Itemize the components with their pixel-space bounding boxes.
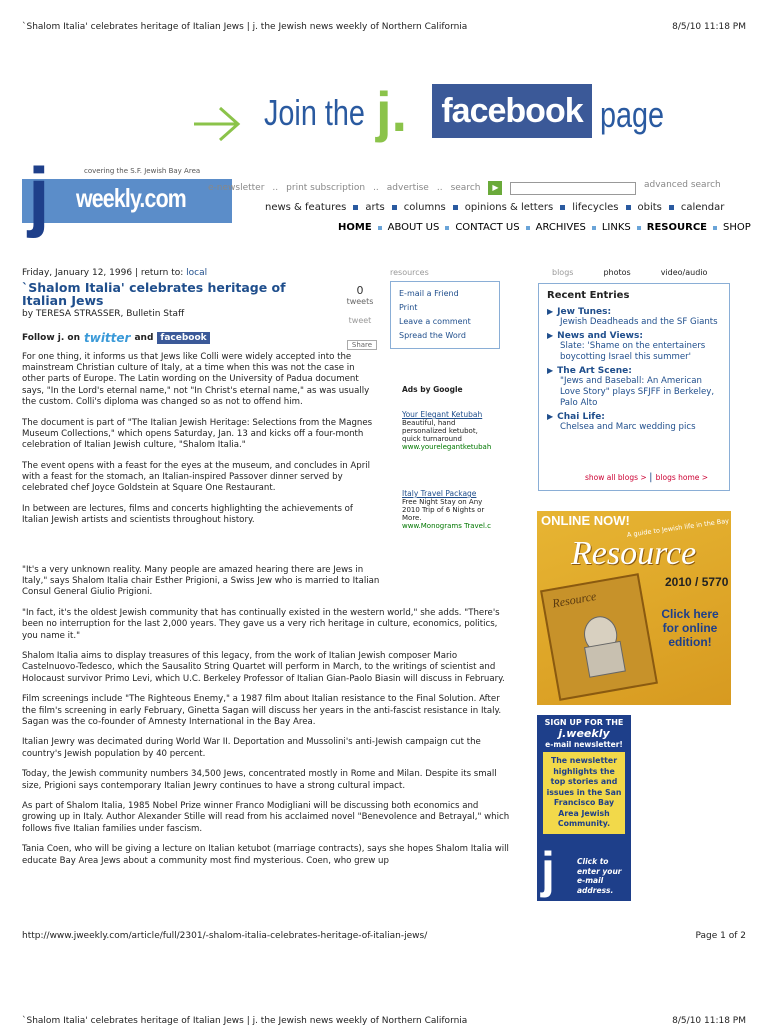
entry-desc[interactable]: Slate: 'Shame on the entertainers boycotting Israel this summer'	[560, 341, 706, 362]
entry-desc[interactable]: Chelsea and Marc wedding pics	[560, 422, 696, 432]
ad-title[interactable]: Your Elegant Ketubah	[402, 410, 483, 419]
util-search-label: search	[450, 183, 481, 193]
tweets-label: tweets	[346, 297, 374, 306]
resources-box	[390, 281, 500, 349]
print-link[interactable]: Print	[399, 303, 418, 312]
subnav-archives[interactable]: ARCHIVES	[535, 222, 586, 233]
article-paragraph: For one thing, it informs us that Jews like Colli were widely accepted into the mainstream Christian culture of Italy, at a time when this was not the case in other parts of Europe. The Latin wording on the University of Padua document says, "In the Lord's eternal name," not "In Christ's eternal name," as was usually the custom. Colli's diploma was changed so as not to offend him.	[22, 352, 370, 407]
tweet-button[interactable]: tweet	[348, 316, 372, 325]
follow-and: and	[134, 333, 154, 343]
main-nav	[265, 202, 724, 213]
entry-desc[interactable]: "Jews and Baseball: An American Love Story" plays SFJFF in Berkeley, Palo Alto	[560, 376, 715, 408]
article-paragraph: Today, the Jewish community numbers 34,500 Jews, concentrated mostly in Rome and Milan. Despite its small size, Prigioni says contemporary Italian Jewry continues to have a strong cultural impact.	[22, 769, 497, 791]
utility-nav: e-newsletter .. print subscription .. advertise .. search ▶	[208, 181, 636, 195]
twitter-logo[interactable]: twitter	[84, 331, 131, 345]
article-paragraph: "It's a very unknown reality. Many people are amazed hearing there are Jews in Italy," says Shalom Italia chair Esther Prigioni, a Swiss Jew who is married to Italian Consul General Giulio Prigioni.	[22, 565, 380, 598]
arrow-icon	[190, 82, 670, 154]
article-paragraph: "In fact, it's the oldest Jewish community that has continually existed in the western world," she adds. "There's been no interruption for the last 2,000 years. They gave us a very rich heritage in culture, economics, politics, you name it."	[22, 608, 500, 641]
tab-video-audio[interactable]: video/audio	[660, 268, 708, 277]
recent-entry[interactable]	[547, 412, 721, 433]
nav-opinions-letters[interactable]: opinions & letters	[464, 202, 554, 213]
ad-desc: Beautiful, hand personalized ketubot, quick turnaround	[402, 419, 478, 443]
follow-label: Follow j. on	[22, 333, 80, 343]
blog-links: show all blogs > | blogs home >	[585, 472, 709, 483]
newsletter-j-logo: j	[541, 842, 555, 898]
search-input[interactable]	[510, 182, 636, 195]
banner-j-logo: j.	[376, 80, 408, 143]
print-title: `Shalom Italia' celebrates heritage of Italian Jews | j. the Jewish news weekly of Northern California	[22, 22, 468, 32]
sub-nav	[338, 222, 751, 233]
nav-calendar[interactable]: calendar	[680, 202, 725, 213]
return-to-link[interactable]: local	[186, 268, 208, 278]
recent-entry[interactable]	[547, 366, 721, 409]
recent-entries-heading: Recent Entries	[547, 290, 630, 301]
guide-text: A guide to Jewish life in the Bay Area	[626, 514, 747, 539]
resources-panel	[390, 268, 500, 349]
spread-word-link[interactable]: Spread the Word	[399, 331, 466, 340]
article-paragraph: As part of Shalom Italia, 1985 Nobel Prize winner Franco Modigliani will be discussing both economics and growing up in Italy. Author Alexander Stille will read from his acclaimed novel "Benevolence and Betrayal," which follows five Italian families under fascism.	[22, 801, 510, 834]
logo-j: j	[28, 151, 50, 239]
article-date: Friday, January 12, 1996	[22, 268, 133, 278]
resource-year: 2010 / 5770	[665, 575, 729, 589]
email-friend-link[interactable]: E-mail a Friend	[399, 289, 459, 298]
print-timestamp: 8/5/10 11:18 PM	[672, 22, 746, 32]
return-to-label: return to:	[140, 268, 184, 278]
page-number: Page 1 of 2	[695, 931, 746, 941]
subnav-shop[interactable]: SHOP	[723, 222, 751, 233]
print-header	[22, 22, 746, 32]
subnav-links[interactable]: LINKS	[601, 222, 631, 233]
resources-heading: resources	[390, 268, 429, 277]
nav-news-features[interactable]: news & features	[265, 202, 347, 213]
jweekly-text: j.weekly	[558, 727, 610, 740]
cover-title: Resource	[551, 588, 598, 611]
blogs-home-link[interactable]: blogs home >	[655, 473, 709, 482]
nav-arts[interactable]: arts	[365, 202, 385, 213]
article-headline: `Shalom Italia' celebrates heritage of Italian Jews	[22, 280, 286, 308]
media-tabs	[552, 268, 707, 277]
signup-text: SIGN UP FOR THE	[544, 718, 624, 727]
building-icon	[574, 611, 632, 682]
article-paragraph: The event opens with a feast for the eyes at the museum, and concludes in April with a feast for the stomach, an Italian-inspired Passover dinner served by celebrated chef Joyce Goldstein at Square One Restaurant.	[22, 460, 371, 494]
newsletter-body: The newsletter highlights the top stories and issues in the San Francisco Bay Area Jewish Community.	[543, 752, 625, 834]
article-paragraph: Shalom Italia aims to display treasures of this legacy, from the work of Italian Jewish composer Mario Castelnuovo-Tedesco, which the Sausalito String Quartet will perform in March, to the writings of scientist and Holocaust survivor Primo Levi, which U.C. Berkeley Professor of Italian Gian-Paolo Biasin will discuss in February.	[22, 651, 505, 684]
advanced-search-link[interactable]: advanced search	[644, 180, 721, 190]
entry-title[interactable]: ▶ The Art Scene:	[547, 366, 721, 376]
entry-desc[interactable]: Jewish Deadheads and the SF Giants	[560, 317, 718, 327]
banner-page-text: page	[600, 94, 665, 135]
enewsletter-text: e-mail newsletter!	[545, 740, 623, 749]
article-paragraph: Tania Coen, who will be giving a lecture on Italian ketubot (marriage contracts), says she hopes Shalom Italia will educate Bay Area Jews about a community most find mysterious. Coen, who grew up	[22, 844, 509, 866]
article-paragraph: In between are lectures, films and concerts highlighting the achievements of Italian Jewish artists and scientists throughout history.	[22, 503, 353, 525]
google-ads	[402, 385, 494, 530]
ads-by-google-label: Ads by Google	[402, 385, 463, 394]
ad-item[interactable]	[402, 489, 494, 530]
page-url: http://www.jweekly.com/article/full/2301/-shalom-italia-celebrates-heritage-of-italian-jews/	[22, 931, 428, 941]
subnav-contact-us[interactable]: CONTACT US	[455, 222, 520, 233]
article-paragraph: Italian Jewry was decimated during World War II. Deportation and Mussolini's anti-Jewish campaign cut the country's Jewish population by 40 percent.	[22, 737, 481, 759]
tweet-widget[interactable]	[343, 284, 377, 325]
resource-title: Resource	[571, 535, 697, 572]
leave-comment-link[interactable]: Leave a comment	[399, 317, 471, 326]
util-advertise-link[interactable]: advertise	[386, 183, 429, 193]
ad-item[interactable]	[402, 410, 494, 451]
ad-title[interactable]: Italy Travel Package	[402, 489, 477, 498]
ad-url[interactable]: www.Monograms Travel.c	[402, 522, 491, 530]
online-now-text: ONLINE NOW!	[541, 513, 630, 528]
article-byline: by TERESA STRASSER, Bulletin Staff	[22, 309, 185, 319]
print-footer	[22, 931, 746, 941]
entry-title[interactable]: ▶ Jew Tunes:	[547, 307, 721, 317]
share-button[interactable]: Share	[347, 340, 377, 350]
article-paragraph: The document is part of "The Italian Jewish Heritage: Selections from the Magnes Museum Collections," which opens Saturday, Jan. 13 and kicks off a four-month celebration of Italian Jewish culture, "Shalom Italia."	[22, 417, 373, 450]
tab-blogs[interactable]: blogs	[552, 268, 574, 277]
banner-join-text: Join the	[264, 92, 365, 133]
banner-facebook-logo: facebook	[432, 84, 592, 138]
print-timestamp: 8/5/10 11:18 PM	[672, 1016, 746, 1026]
util-print-subscription-link[interactable]: print subscription	[286, 183, 366, 193]
util-enewsletter-link[interactable]: e-newsletter	[208, 183, 265, 193]
entry-title[interactable]: ▶ News and Views:	[547, 331, 721, 341]
search-go-icon[interactable]: ▶	[488, 181, 502, 195]
logo-name: weekly.com	[76, 183, 186, 213]
subnav-home[interactable]: HOME	[338, 222, 372, 233]
newsletter-signup-ad[interactable]	[537, 715, 631, 901]
dateline: Friday, January 12, 1996 | return to: local	[22, 268, 208, 278]
jweekly-logo[interactable]	[22, 151, 232, 245]
facebook-banner[interactable]	[190, 82, 670, 154]
nav-columns[interactable]: columns	[403, 202, 446, 213]
tab-photos[interactable]: photos	[603, 268, 631, 277]
recent-entries-box	[538, 283, 730, 491]
recent-entry[interactable]	[547, 331, 721, 363]
facebook-logo[interactable]: facebook	[157, 332, 209, 344]
follow-bar	[22, 331, 210, 345]
show-all-blogs-link[interactable]: show all blogs >	[585, 473, 647, 482]
guide-cover-image	[540, 573, 658, 701]
article-paragraph: Film screenings include "The Righteous Enemy," a 1987 film about Italian resistance to the Final Solution. After the film's screening in early February, Ginetta Sagan will discuss her years in the anti-fascist resistance in Italy. Sagan was the co-founder of Amnesty International in the Bay Area.	[22, 694, 502, 727]
article-body-narrow	[22, 352, 374, 536]
subnav-resource[interactable]: RESOURCE	[646, 222, 707, 233]
subnav-about-us[interactable]: ABOUT US	[387, 222, 440, 233]
click-enter-email[interactable]: Click to enter your e-mail address.	[577, 857, 622, 895]
click-here-text: Click here for online edition!	[661, 607, 719, 649]
print-header-page2	[22, 1016, 746, 1026]
nav-obits[interactable]: obits	[637, 202, 662, 213]
print-title: `Shalom Italia' celebrates heritage of Italian Jews | j. the Jewish news weekly of Northern California	[22, 1016, 468, 1026]
resource-guide-ad[interactable]	[537, 511, 747, 705]
article-body-wide	[22, 565, 510, 876]
ad-desc: Free Night Stay on Any 2010 Trip of 6 Nights or More.	[402, 498, 485, 522]
ad-url[interactable]: www.yourelegantketubah	[402, 443, 492, 451]
tweet-count: 0	[356, 284, 364, 297]
recent-entry[interactable]	[547, 307, 721, 328]
logo-tagline: covering the S.F. Jewish Bay Area	[84, 167, 201, 175]
entry-title[interactable]: ▶ Chai Life:	[547, 412, 721, 422]
nav-lifecycles[interactable]: lifecycles	[572, 202, 619, 213]
